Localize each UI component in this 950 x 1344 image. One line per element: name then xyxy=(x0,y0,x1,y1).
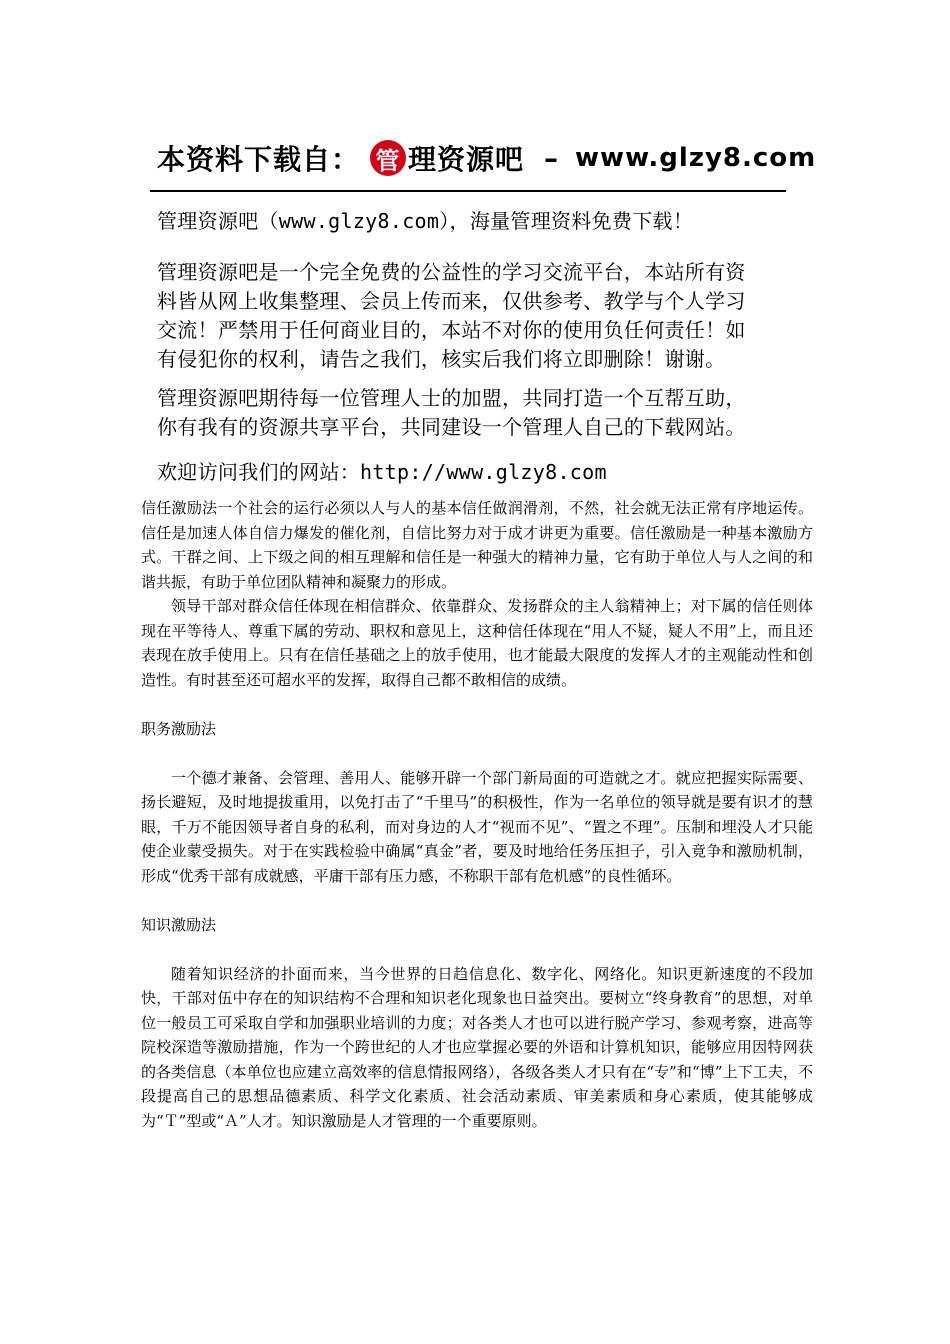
banner-line: 交流！严禁用于任何商业目的，本站不对你的使用负任何责任！如 xyxy=(157,318,746,342)
site-logo-icon: 管 xyxy=(370,140,406,176)
banner-line: 管理资源吧期待每一位管理人士的加盟，共同打造一个互帮互助， xyxy=(157,386,746,410)
banner-line: 管理资源吧是一个完全免费的公益性的学习交流平台，本站所有资 xyxy=(157,260,746,284)
banner-site-url: www.glzy8.com xyxy=(575,143,817,173)
spacer xyxy=(141,937,813,962)
banner-separator: – xyxy=(544,141,560,175)
banner-site-name: 理资源吧 xyxy=(408,143,525,176)
banner-line: 料皆从网上收集整理、会员上传而来，仅供参考、教学与个人学习 xyxy=(157,289,746,313)
article-body xyxy=(141,496,813,1133)
banner-divider xyxy=(150,190,786,192)
banner-line: 有侵犯你的权利，请告之我们，核实后我们将立即删除！谢谢。 xyxy=(157,347,726,371)
paragraph-trust-detail: 领导干部对群众信任体现在相信群众、依靠群众、发扬群众的主人翁精神上；对下属的信任则体现在平等待人、尊重下属的劳动、职权和意见上，这种信任体现在“用人不疑，疑人不用”上，而且还表现在放手使用上。只有在信任基础之上的放手使用，也才能最大限度的发挥人才的主观能动性和创造性。有时甚至还可超水平的发挥，取得自己都不敢相信的成绩。 xyxy=(141,597,813,689)
banner-line: 管理资源吧（www.glzy8.com），海量管理资料免费下载！ xyxy=(157,209,694,233)
spacer xyxy=(141,741,813,766)
paragraph-position-incentive: 一个德才兼备、会管理、善用人、能够开辟一个部门新局面的可造就之才。就应把握实际需要、扬长避短，及时地提拔重用，以免打击了“千里马”的积极性，作为一名单位的领导就是要有识才的慧眼，千万不能因领导者自身的私利，而对身边的人才“视而不见”、“置之不理”。压制和埋没人才只能使企业蒙受损失。对于在实践检验中确属“真金”者，要及时地给任务压担子，引入竟争和激励机制，形成“优秀干部有成就感，平庸干部有压力感，不称职干部有危机感”的良性循环。 xyxy=(141,768,813,885)
section-heading-knowledge-incentive: 知识激励法 xyxy=(141,915,217,934)
banner-link-line[interactable]: 欢迎访问我们的网站：http://www.glzy8.com xyxy=(157,460,607,484)
spacer xyxy=(141,888,813,913)
banner-line: 你有我有的资源共享平台，共同建设一个管理人自己的下载网站。 xyxy=(157,415,746,439)
section-heading-position-incentive: 职务激励法 xyxy=(141,719,217,738)
paragraph-knowledge-incentive: 随着知识经济的扑面而来，当今世界的日趋信息化、数字化、网络化。知识更新速度的不段加快，干部对伍中存在的知识结构不合理和知识老化现象也日益突出。要树立“终身教育”的思想，对单位一般员工可采取自学和加强职业培训的力度；对各类人才也可以进行脱产学习、参观考察，进高等院校深造等激励措施，作为一个跨世纪的人才也应掌握必要的外语和计算机知识，能够应用因特网获的各类信息（本单位也应建立高效率的信息情报网络），各级各类人才只有在“专”和“博”上下工夫，不段提高自己的思想品德素质、科学文化素质、社会活动素质、审美素质和身心素质，使其能够成为“Ｔ”型或“Ａ”人才。知识激励是人才管理的一个重要原则。 xyxy=(141,964,813,1130)
banner-title xyxy=(157,136,816,180)
paragraph-trust-intro: 信任激励法一个社会的运行必须以人与人的基本信任做润滑剂，不然，社会就无法正常有序地运传。信任是加速人体自信力爆发的催化剂，自信比努力对于成才讲更为重要。信任激励是一种基本激励方式。干群之间、上下级之间的相互理解和信任是一种强大的精神力量，它有助于单位人与人之间的和谐共振，有助于单位团队精神和凝聚力的形成。 xyxy=(141,499,813,591)
spacer xyxy=(141,692,813,717)
banner-title-prefix: 本资料下载自： xyxy=(157,143,361,176)
